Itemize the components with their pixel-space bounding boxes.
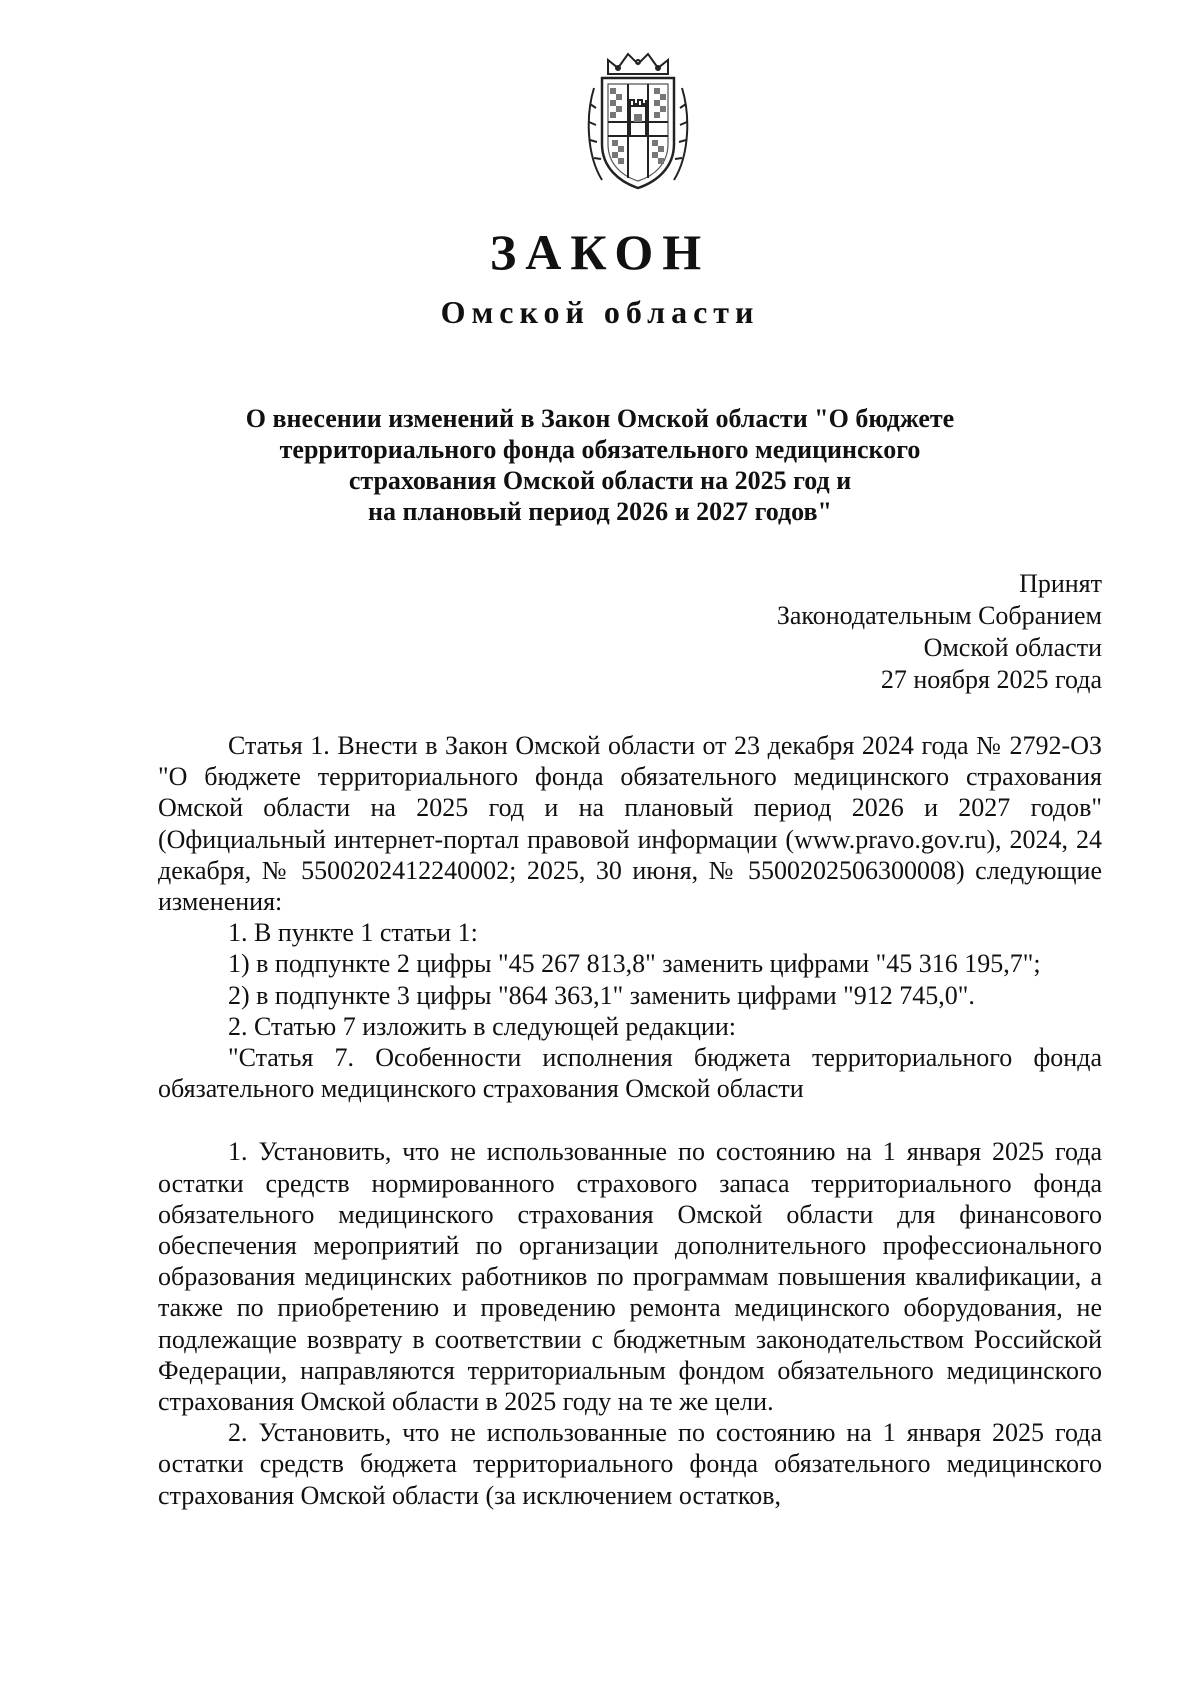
adoption-date: 27 ноября 2025 года bbox=[880, 665, 1102, 694]
paragraph: 1. В пункте 1 статьи 1: bbox=[228, 918, 478, 948]
adoption-block bbox=[777, 568, 1102, 696]
law-heading-line: на плановый период 2026 и 2027 годов" bbox=[368, 497, 832, 526]
article-7-point-2: 2. Установить, что не использованные по состоянию на 1 января 2025 года остатки средств бюджета территориального фонда обязательного медицинского страхования Омской области (за исключением остатков, bbox=[158, 1418, 1102, 1510]
adoption-line: Омской области bbox=[923, 633, 1102, 662]
law-heading-line: страхования Омской области на 2025 год и bbox=[348, 466, 852, 495]
document-subtitle: Омской области bbox=[440, 294, 760, 330]
document-title: ЗАКОН bbox=[489, 224, 711, 280]
adoption-line: Законодательным Собранием bbox=[776, 601, 1102, 630]
paragraph: 1) в подпункте 2 цифры "45 267 813,8" заменить цифрами "45 316 195,7"; bbox=[228, 949, 1041, 979]
article-7-title: "Статья 7. Особенности исполнения бюджета территориального фонда обязательного медицинского страхования Омской области bbox=[158, 1043, 1102, 1104]
law-body bbox=[158, 730, 1102, 1511]
article-1-intro: Статья 1. Внести в Закон Омской области от 23 декабря 2024 года № 2792-ОЗ "О бюджете территориального фонда обязательного медицинского страхования Омской области на 2025 год и на плановый период 2026 и 2027 годов" (Официальный интернет-портал правовой информации (www.pravo.gov.ru), 2024, 24 декабря, № 5500202412240002; 2025, 30 июня, № 5500202506300008) следующие изменения: bbox=[158, 731, 1102, 917]
law-heading-line: О внесении изменений в Закон Омской области "О бюджете bbox=[245, 404, 955, 433]
omsk-oblast-coat-of-arms-icon bbox=[584, 44, 692, 192]
law-heading bbox=[150, 403, 1050, 527]
law-heading-line: территориального фонда обязательного медицинского bbox=[279, 435, 921, 464]
article-7-point-1: 1. Установить, что не использованные по состоянию на 1 января 2025 года остатки средств нормированного страхового запаса территориального фонда обязательного медицинского страхования Омской области для финансового обеспечения мероприятий по организации дополнительного профессионального образования медицинских работников по программам повышения квалификации, а также по приобретению и проведению ремонта медицинского оборудования, не подлежащие возврату в соответствии с бюджетным законодательством Российской Федерации, направляются территориальным фондом обязательного медицинского страхования Омской области в 2025 году на те же цели. bbox=[158, 1137, 1102, 1417]
paragraph: 2) в подпункте 3 цифры "864 363,1" заменить цифрами "912 745,0". bbox=[228, 980, 975, 1010]
adoption-line: Принят bbox=[1019, 569, 1102, 598]
paragraph: 2. Статью 7 изложить в следующей редакции: bbox=[228, 1011, 736, 1041]
